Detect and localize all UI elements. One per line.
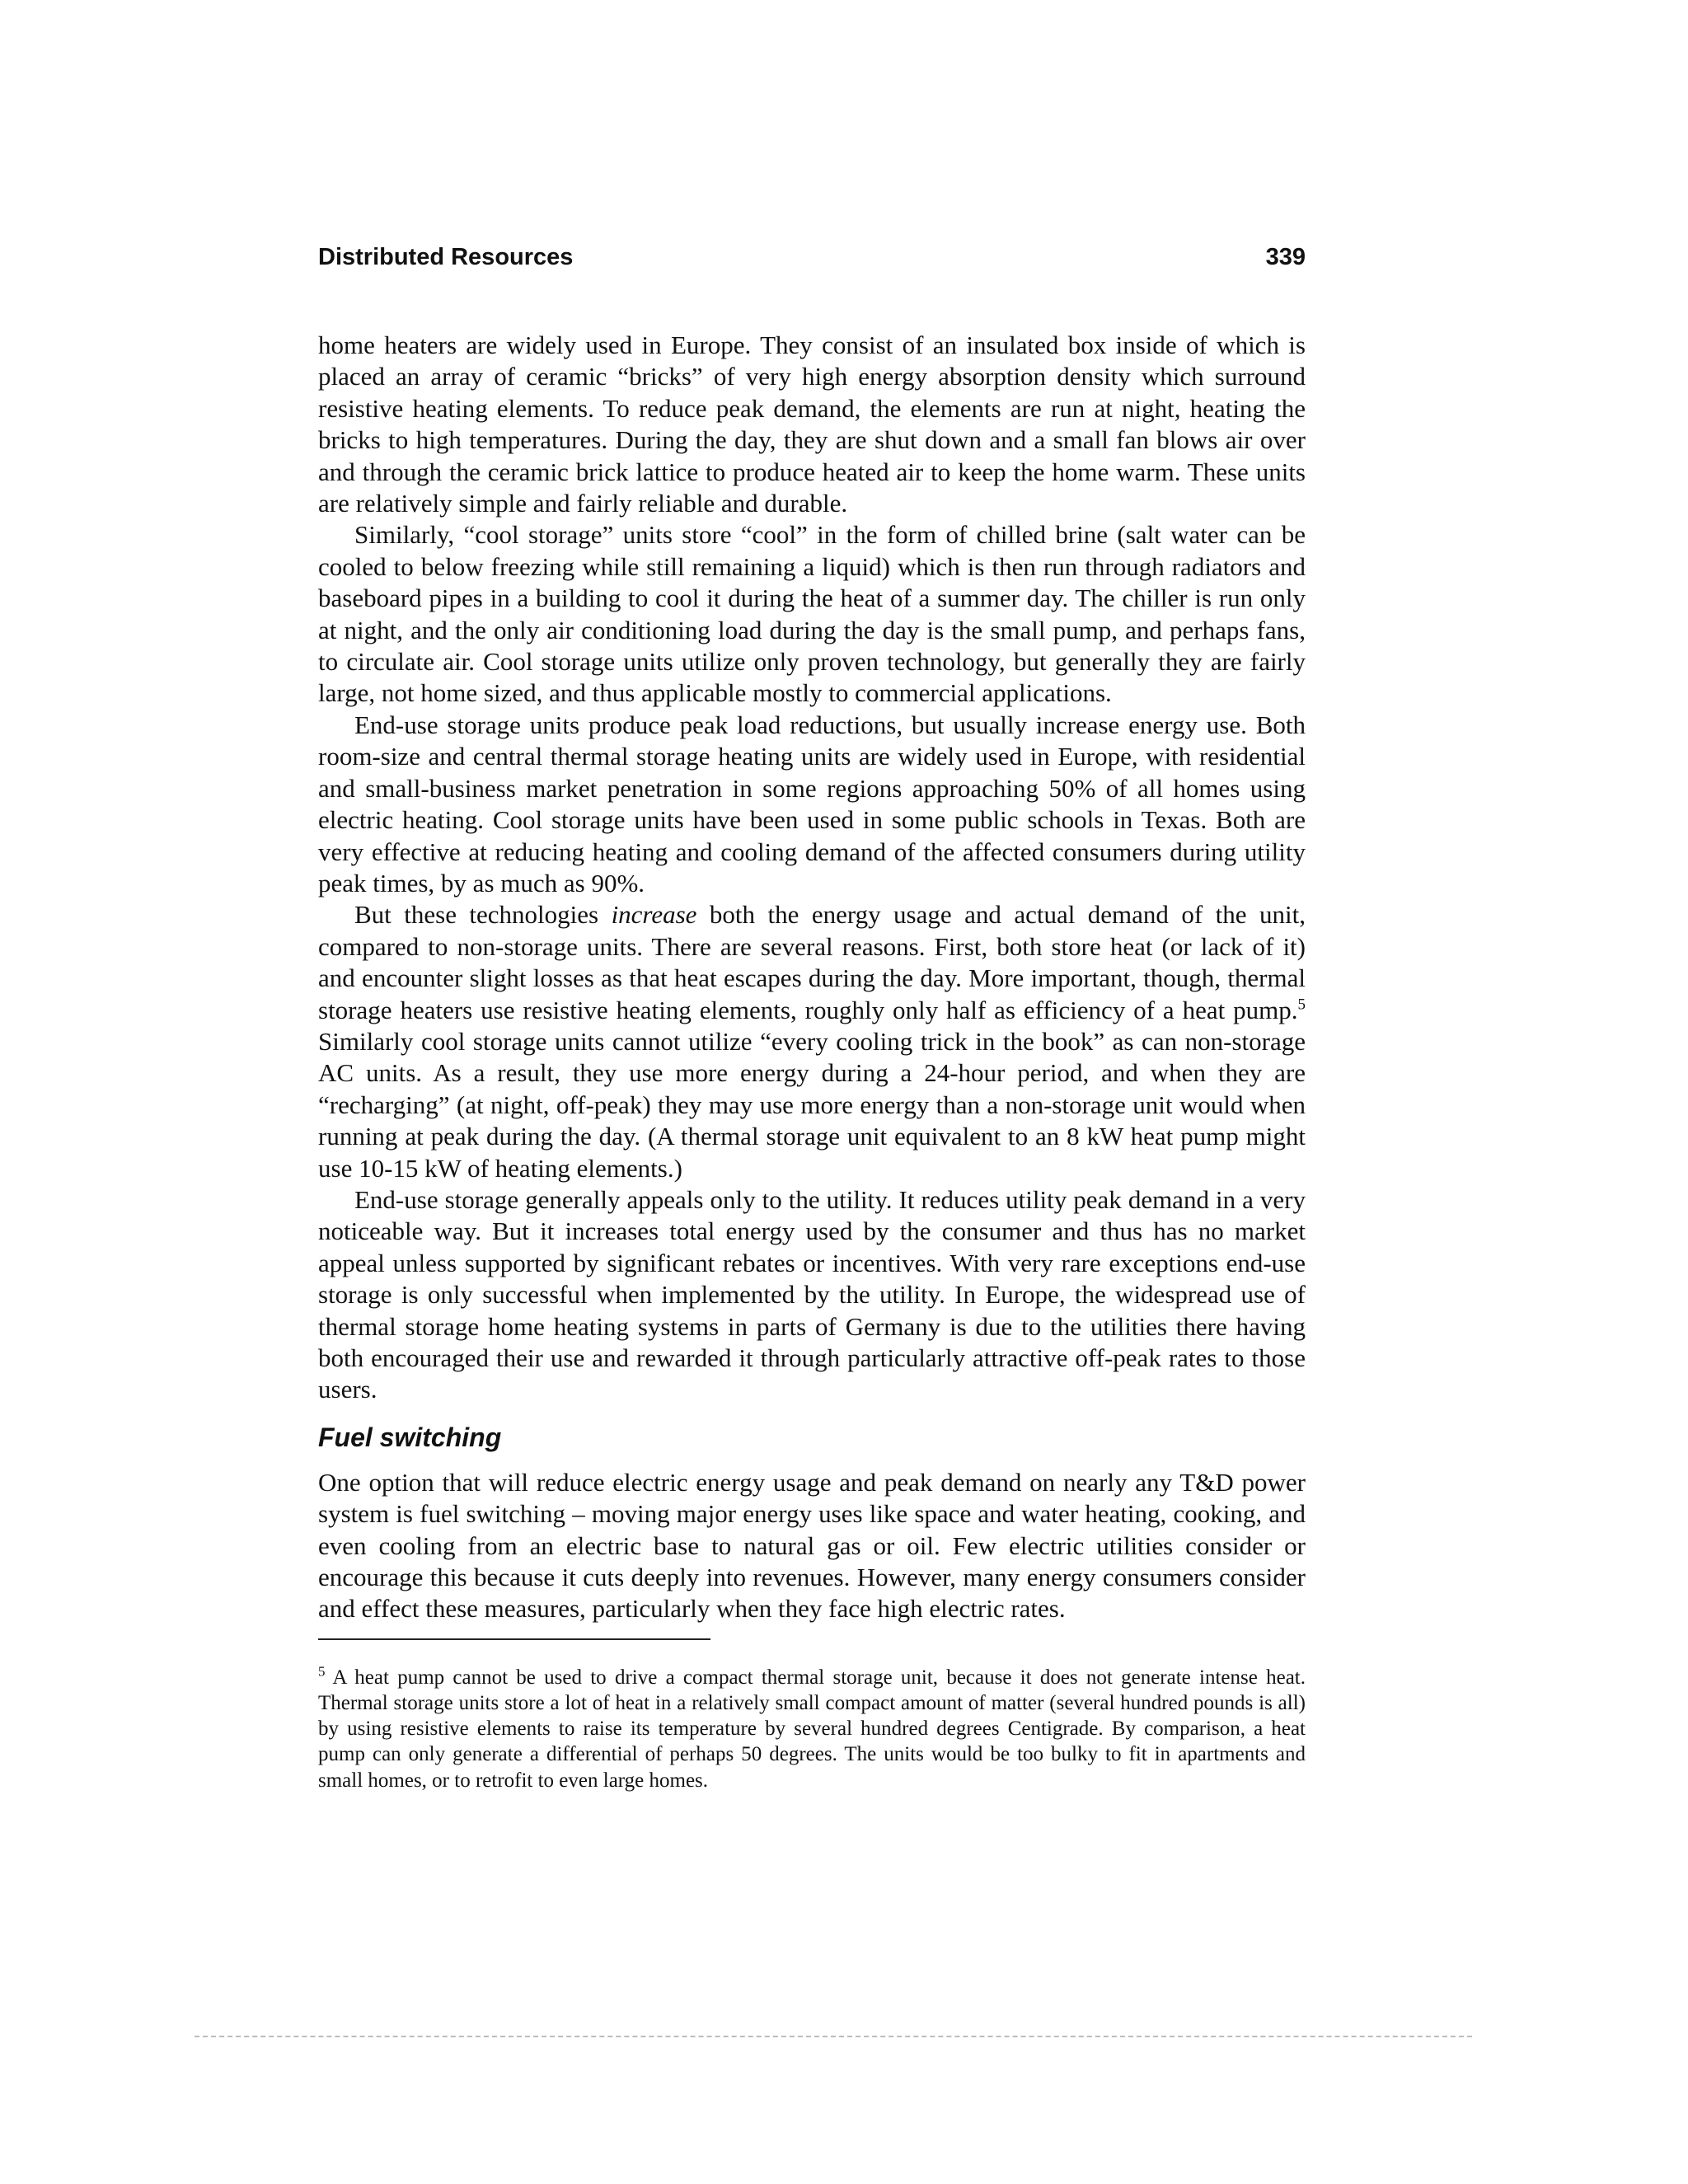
- footnote: [318, 1665, 1306, 1793]
- text-run: But these technologies: [354, 900, 612, 930]
- paragraph-utility-appeal: End-use storage generally appeals only to the utility. It reduces utility peak demand in a very noticeable way. But it increases total energy used by the consumer and thus has no market appeal unless supported by significant rebates or incentives. With very rare exceptions end-use storage is only successful when implemented by the utility. In Europe, the widespread use of thermal storage home heating systems in parts of Germany is due to the utilities there having both encouraged their use and rewarded it through particularly attractive off-peak rates to those users.: [318, 1184, 1306, 1404]
- page-number: 339: [1265, 244, 1306, 270]
- paragraph-cool-storage: Similarly, “cool storage” units store “cool” in the form of chilled brine (salt water can be cooled to below freezing while still remaining a liquid) which is then run through radiators and baseboard pipes in a building to cool it during the heat of a summer day. The chiller is run only at night, and the only air conditioning load during the day is the small pump, and perhaps fans, to circulate air. Cool storage units utilize only proven technology, but generally they are fairly large, not home sized, and thus applicable mostly to commercial applications.: [318, 520, 1306, 708]
- paragraph-continued: home heaters are widely used in Europe. They consist of an insulated box inside of which is placed an array of ceramic “bricks” of very high energy absorption density which surround resistive heating elements. To reduce peak demand, the elements are run at night, heating the bricks to high temperatures. During the day, they are shut down and a small fan blows air over and through the ceramic brick lattice to produce heated air to keep the home warm. These units are relatively simple and fairly reliable and durable.: [318, 330, 1306, 518]
- paragraph-increase: [318, 899, 1306, 1184]
- footnote-reference[interactable]: 5: [1297, 996, 1306, 1014]
- paragraph-end-use-storage: End-use storage units produce peak load reductions, but usually increase energy use. Both room-size and central thermal storage heating units are widely used in Europe, with residential and small-business market penetration in some regions approaching 50% of all homes using electric heating. Cool storage units have been used in some public schools in Texas. Both are very effective at reducing heating and cooling demand of the affected consumers during utility peak times, by as much as 90%.: [318, 710, 1306, 898]
- footnote-divider: [318, 1638, 710, 1640]
- chapter-title: Distributed Resources: [318, 244, 574, 270]
- running-header: [318, 244, 1306, 280]
- text-run: Similarly cool storage units cannot utilize “every cooling trick in the book” as can non-storage AC units. As a result, they use more energy during a 24-hour period, and when they are “recharging” (at night, off-peak) they may use more energy than a non-storage unit would when running at peak during the day. (A thermal storage unit equivalent to an 8 kW heat pump might use 10-15 kW of heating elements.): [318, 1026, 1306, 1183]
- section-heading-fuel-switching: Fuel switching: [318, 1422, 502, 1452]
- scan-artifact-line: [195, 2036, 1472, 2037]
- main-text: [318, 330, 1306, 1793]
- text-run: both the energy usage and actual demand of the unit, compared to non-storage units. There are several reasons. First, both store heat (or lack of it) and encounter slight losses as that heat escapes during the day. More important, though, thermal storage heaters use resistive heating elements, roughly only half as efficiency of a heat pump.: [318, 900, 1306, 1024]
- footnote-text: A heat pump cannot be used to drive a compact thermal storage unit, because it does not generate intense heat. Thermal storage units store a lot of heat in a relatively small compact amount of matter (several hundred pounds is all) by using resistive elements to raise its temperature by several hundred degrees Centigrade. By comparison, a heat pump can only generate a differential of perhaps 50 degrees. The units would be too bulky to fit in apartments and small homes, or to retrofit to even large homes.: [318, 1666, 1306, 1792]
- emphasis-increase: increase: [611, 900, 697, 930]
- footnote-marker: 5: [318, 1663, 326, 1680]
- paragraph-fuel-switching: One option that will reduce electric energy usage and peak demand on nearly any T&D power system is fuel switching – moving major energy uses like space and water heating, cooking, and even cooling from an electric base to natural gas or oil. Few electric utilities consider or encourage this because it cuts deeply into revenues. However, many energy consumers consider and effect these measures, particularly when they face high electric rates.: [318, 1467, 1306, 1624]
